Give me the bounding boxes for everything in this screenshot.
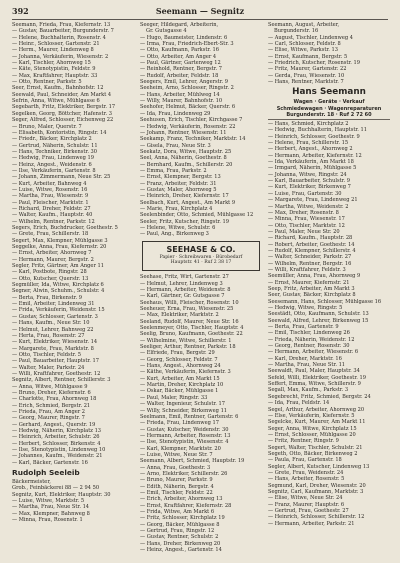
ad-title: SEEHASE & CO. xyxy=(166,244,236,254)
directory-entry: — Helene, Frau, Schillerstr. 15 xyxy=(268,140,349,147)
directory-entry: — Wilhelmine, Witwe, Schillerstr. 1 xyxy=(140,337,232,344)
directory-entry: — Grete, Frau, Weidenstr. 24 xyxy=(268,469,344,476)
directory-entry: — Helmut, Lehrer, Bahnweg 22 xyxy=(12,326,94,333)
directory-entry: Seestädt, Otto, Kaufmann, Schulstr. 13 xyxy=(268,311,369,318)
directory-entry: — Johann, Rentner, Wiesenstr. 11 xyxy=(140,129,227,136)
directory-entry: — Hedwig, Verkäuferin, Rosenstr. 22 xyxy=(140,123,236,130)
directory-entry: — Hans, Dreher, Birkenweg 20 xyxy=(140,540,221,547)
directory-entry: — Marie, Frau, Kirchplatz 4 xyxy=(140,205,213,212)
directory-entry: Seehase, Fritz, Wirt, Gartenstr. 27 xyxy=(140,274,229,281)
directory-entry: — Kurt, Elektriker, Birkenweg 7 xyxy=(268,184,351,191)
directory-entry: — Hedwig, Näherin, Kirchplatz 13 xyxy=(12,428,102,434)
directory-entry: Seeheuer, Erna, Frau, Wiesenstr. 25 xyxy=(140,306,234,312)
directory-entry: — Paul, Maler, Ringstr. 33 xyxy=(140,394,208,401)
directory-entry: — Otto, Tischler, Marktstr. 12 xyxy=(268,222,345,229)
directory-entry: — Elise, Witwe, Neue Str. 24 xyxy=(268,495,343,502)
directory-entry: — Carl, Schlosser, Feldstr. 8 xyxy=(268,41,341,48)
directory-entry: Segnitz, Kurt, Elektriker, Hauptstr. 30 xyxy=(12,491,111,498)
directory-entry: Seewald, Paul, Schneider, Am Markt 4 xyxy=(12,91,112,98)
directory-entry: Seel, Anna, Näherin, Goethestr. 8 xyxy=(140,155,227,162)
directory-entry: — Gustav, Bauarbeiter, Burgunderstr. 7 xyxy=(12,28,114,35)
directory-entry: — Elise, Witwe, Parkstr. 13 xyxy=(268,47,339,54)
directory-entry: — Oskar, Bäcker, Mühlgasse 1 xyxy=(140,388,219,395)
directory-entry: — Martin, Dreher, Kirchplatz 10 xyxy=(140,382,224,389)
directory-entry: — Bruno, Maler, Querstr. 7 xyxy=(12,123,82,130)
directory-entry: — Hans, Angest., Ahornweg 24 xyxy=(140,363,221,370)
directory-entry: — Johann, Zimmermann, Neue Str. 25 xyxy=(12,174,111,181)
directory-entry: Seffert, Emma, Witwe, Schillerstr. 9 xyxy=(268,381,361,388)
directory-entry: Seelmann, Emil, Rentner, Gartenstr. 6 xyxy=(140,413,239,420)
directory-entry: Seer, Gustav, Bäcker, Kirchplatz 8 xyxy=(268,292,356,299)
section-heading: Rudolph Seeleib xyxy=(12,468,80,478)
directory-entry: — August, Tischler, Lindenweg 4 xyxy=(268,34,353,41)
column-2 xyxy=(140,22,262,554)
directory-entry: Segmund, Karl, Dreher, Wiesenstr. 20 xyxy=(268,482,366,489)
directory-entry: Seger, Alfred, Schlosser, Eichenweg 22 xyxy=(12,117,114,124)
directory-entry: Segelken, Georg, Böttcher, Hafenstr. 3 xyxy=(12,110,112,117)
directory-entry: — Hermann, Arbeiter, Parkstr. 21 xyxy=(268,520,355,527)
directory-entry: Segelcke, Kurt, Maurer, Am Markt 11 xyxy=(268,419,366,426)
directory-entry: — Hermann, Arbeiter, Wiesenstr. 6 xyxy=(268,349,359,356)
directory-entry: Segert, Walter, Tischler, Schulstr. 21 xyxy=(268,444,363,451)
directory-entry: — Karl, Dreher, Marktstr. 16 xyxy=(268,355,342,362)
directory-entry: — Luise, Frau, Gartenstr. 30 xyxy=(268,190,342,197)
directory-entry: — Georg, Maurer, Ringstr. 7 xyxy=(12,415,85,422)
directory-entry: — Ernst, Schlosser, Mühlgasse 20 xyxy=(268,431,356,438)
directory-entry: Seemann, August, Arbeiter, xyxy=(268,22,340,28)
directory-entry: — Gertrud, Näherin, Schulstr. 11 xyxy=(12,142,98,149)
directory-entry: — Martha, Witwe, Weidenstr. 2 xyxy=(268,203,349,210)
directory-entry: — Kurt, Elektriker, Wiesenstr. 14 xyxy=(12,339,98,346)
directory-entry: Segeth, Otto, Bäcker, Birkenweg 2 xyxy=(268,450,358,457)
directory-entry: — Otto, Arbeiter, Am Anger 4 xyxy=(140,53,217,60)
directory-entry: — Charlotte, Frau, Ahornweg 18 xyxy=(12,396,97,403)
directory-entry: — Hedwig, Witwe, Ringstr. 5 xyxy=(268,305,343,312)
directory-entry: — Heinrich, Schlosser, Schillerstr. 12 xyxy=(268,514,365,521)
directory-entry: Segnitz, Carl, Kaufmann, Marktstr. 3 xyxy=(268,488,364,495)
column-3 xyxy=(268,22,390,554)
directory-entry: Seeliger, Arthur, Rentner, Parkstr. 18 xyxy=(140,344,236,351)
directory-entry: — Bernhard, Kaufm., Schillerstr. 20 xyxy=(140,161,233,168)
directory-entry: Seemann, Frieda, Frau, Kiefernstr. 13 xyxy=(12,22,111,28)
directory-entry: — Otto, Kutscher, Querstr. 13 xyxy=(12,275,89,282)
directory-entry: — Max, Klempner, Bahnweg 8 xyxy=(12,510,90,517)
directory-entry: — Kurt, Arbeiter, Am Markt 15 xyxy=(140,375,220,382)
directory-entry: — Paul, Fleischer, Marktstr. 1 xyxy=(12,199,89,206)
directory-entry: — Gustav, Kutscher, Weidenstr. 30 xyxy=(140,426,229,433)
directory-entry: — Hans, Schmied, Kirchplatz 2 xyxy=(268,121,349,128)
directory-entry: — Gertrud, Frau, Goethestr. 27 xyxy=(268,508,349,515)
directory-entry: — Ida, Verkäuferin, Am Markt 18 xyxy=(268,159,354,166)
ad-note: Schmiedewagen · Wagenreparaturen xyxy=(276,105,382,112)
directory-entry: Segebarth, Fritz, Elektriker, Bergstr. 17 xyxy=(12,104,116,111)
entry-continuation: Burgunderstr. 16 xyxy=(274,28,319,35)
directory-entry: Bäckermeister, xyxy=(12,479,51,486)
directory-entry: — Berta, Frau, Gartenstr. 9 xyxy=(268,324,339,331)
directory-entry: Seger, Anna, Witwe, Kirchplatz 15 xyxy=(268,425,357,432)
directory-entry: — Heinr., Schlosser, Gartenstr. 21 xyxy=(12,41,100,48)
directory-entry: Seggelke, Anna, Frau, Kiefernstr. 20 xyxy=(12,244,107,251)
directory-entry: — Gustav, Maler, Ahornweg 5 xyxy=(140,186,217,193)
directory-entry: — Frida, Witwe, Am Markt 6 xyxy=(140,509,215,515)
directory-entry: Seekatz, Dora, Witwe, Hauptstr. 25 xyxy=(140,148,232,155)
directory-entry: — Luise, Witwe, Marktstr. 5 xyxy=(12,498,85,505)
directory-entry: — Heinrich, Schlosser, Goethestr. 9 xyxy=(268,133,360,140)
directory-entry: — Karl, Klempner, Marktstr. 20 xyxy=(140,445,221,452)
directory-entry: — Heinrich, Dreher, Kiefernstr. 17 xyxy=(140,193,229,200)
page-header xyxy=(12,6,388,18)
directory-entry: — Herta, Frau, Rosenstr. 27 xyxy=(12,332,85,339)
directory-entry: — Karl, Postbote, Ringstr. 28 xyxy=(12,269,87,276)
directory-entry: Seep, Fritz, Arbeiter, Am Markt 3 xyxy=(268,285,355,292)
directory-entry: — Wilhelm, Rentner, Parkstr. 12 xyxy=(12,218,95,225)
directory-entry: — Bruno, Dreher, Kiefernstr. 6 xyxy=(12,389,91,396)
directory-entry: — Edith, Näherin, Bergstr. 4 xyxy=(140,483,214,490)
directory-entry: — Gustav, Rentner, Schulstr. 2 xyxy=(140,534,219,541)
directory-entry: Segel, Arthur, Arbeiter, Ahornweg 20 xyxy=(268,406,365,413)
directory-entry: — Ida, Frau, Lindenweg 29 xyxy=(140,110,211,117)
directory-entry: — Hermann, Maurer, Bergstr. 2 xyxy=(12,256,94,263)
directory-entry: — Erich, Schmied, Bergstr. 21 xyxy=(12,402,91,409)
directory-entry: — Gertrud, Frau, Ringstr. 12 xyxy=(140,528,215,535)
directory-entry: — Heinrich, Arbeiter, Schulstr. 26 xyxy=(12,434,100,441)
directory-entry: — Karl, Bauarbeiter, Schulstr. 9 xyxy=(268,178,351,185)
directory-entry: — Johannes, Kaufm., Weidenstr. 21 xyxy=(12,453,103,460)
directory-entry: — Hans, Rentner, Marktstr. 7 xyxy=(268,79,344,86)
directory-entry: Seeheim, Arno, Schlosser, Ringstr. 2 xyxy=(140,85,234,92)
directory-entry: Segers, Erich, Buchdrucker, Goethestr. 5 xyxy=(12,225,118,231)
running-title: Seemann — Segnitz xyxy=(155,6,245,16)
directory-entry: — Berta, Frau, Birkenstr. 9 xyxy=(12,294,82,301)
directory-entry: — Ernst, Kaufmann, Bergstr. 5 xyxy=(268,53,348,60)
section-heading: Hans Seemann xyxy=(292,87,366,98)
directory-entry: Seemüller, Anna, Frau, Ahornweg 9 xyxy=(268,273,361,280)
directory-entry: — Willy, Maurer, Bahnhofstr. 10 xyxy=(140,98,223,105)
directory-entry: — Walter, Schneider, Parkstr. 27 xyxy=(268,254,352,261)
directory-entry: — Ernst, Arbeiter, Ahornweg 7 xyxy=(12,250,92,257)
directory-entry: Seehusen, Erich, Tischler, Kirchgasse 7 xyxy=(140,117,243,124)
directory-entry: Segebrecht, Fritz, Schmied, Bergstr. 24 xyxy=(268,393,371,400)
directory-entry: — Else, Verkäuferin, Kiefernstr. 5 xyxy=(268,412,355,419)
directory-entry: — Ernst, Klempner, Bergstr. 13 xyxy=(140,174,221,181)
directory-entry: — Hans, Kaufm., Neue Str. 10 xyxy=(12,320,90,327)
directory-entry: — Fritz, Maurer, Gartenstr. 22 xyxy=(268,66,347,73)
directory-entry: — Käthe, Verkäuferin, Kiefernstr. 3 xyxy=(140,369,231,376)
directory-entry: — Anna, Frau, Goethestr. 3 xyxy=(140,464,211,471)
directory-entry: — Karl, Gärtner, Gr. Gutsgasse 7 xyxy=(140,293,225,300)
directory-entry: — Paula, Frau, Gartenstr. 18 xyxy=(268,457,342,464)
directory-entry: Segall, Max, Kaufm., Parkstr. 3 xyxy=(268,387,349,394)
directory-entry: — Hans, Arbeiter, Mühlweg 14 xyxy=(140,91,220,98)
directory-entry: — Willi, Kraftfahrer, Feldstr. 3 xyxy=(268,266,346,273)
directory-entry: — Margarete, Frau, Lindenweg 21 xyxy=(268,197,358,204)
directory-entry: — Anna, Witwe, Mühlgasse 9 xyxy=(12,383,88,390)
directory-entry: — Emil, Tischler, Feldstr. 22 xyxy=(140,489,213,496)
directory-entry: Seehaus, Willi, Fleischer, Rosenstr. 10 xyxy=(140,299,239,306)
directory-entry: — Paul, Gärtner, Gartenweg 12 xyxy=(140,60,221,67)
directory-entry: — Willy, Schneider, Birkenweg 11 xyxy=(140,407,228,414)
directory-entry: — Ilse, Stenotypistin, Wiesenstr. 4 xyxy=(140,439,229,446)
directory-entry: Sefeld, Willi, Elektriker, Goethestr. 19 xyxy=(268,374,366,381)
directory-entry: — Minna, Frau, Wiesenstr. 17 xyxy=(268,216,345,223)
directory-entry: — Helene, Buchhalterin, Rosenstr. 4 xyxy=(12,34,106,41)
directory-entry: — Hedwig, Frau, Lindenweg 19 xyxy=(12,155,95,162)
directory-entry: — Ilse, Verkäuferin, Gartenstr. 8 xyxy=(12,167,96,174)
directory-entry: Seeland, Rudolf, Maurer, Neue Str. 16 xyxy=(140,318,239,325)
directory-entry: — Hans, Arbeiter, Rosenstr. 5 xyxy=(268,476,345,483)
directory-entry: — Franz, Maurer, Hauptstr. 6 xyxy=(268,501,345,508)
ad-note: Wagen · Geräte · Verkauf xyxy=(293,99,365,106)
directory-entry: — Kurt, Arbeiter, Bahnweg 4 xyxy=(12,180,87,187)
directory-entry: — Richard, Dreher, Feldstr. 27 xyxy=(12,205,91,212)
directory-entry: — Bruno, Maurer, Parkstr. 9 xyxy=(140,477,213,484)
directory-entry: — Irmgard, Näherin, Mühlgasse 5 xyxy=(268,165,357,172)
ad-subtitle: Papier · Schreibwaren · Bürobedarf xyxy=(159,254,243,260)
directory-entry: — Max, Kraftfahrer, Hauptstr. 33 xyxy=(12,72,98,79)
directory-entry: — Georg, Bäcker, Mühlgasse 8 xyxy=(140,521,220,528)
directory-entry: — Emma, Frau, Parkstr. 2 xyxy=(140,167,207,174)
directory-entry: Seelig, Bruno, Kaufmann, Goethestr. 22 xyxy=(140,331,243,338)
directory-entry: — Elfriede, Frau, Bergstr. 29 xyxy=(140,350,215,357)
directory-entry: Seeger, Hildegard, Arbeiterin, xyxy=(140,22,219,28)
directory-entry: — Robert, Arbeiter, Goethestr. 14 xyxy=(268,241,355,248)
directory-entry: — Herm., Maurer, Lindenweg 8 xyxy=(12,47,94,54)
directory-entry: — Karl, Bäcker, Gartenstr. 16 xyxy=(12,459,88,466)
directory-entry: — Hans, Techniker, Birkenstr. 30 xyxy=(12,148,98,155)
directory-entry: — Frieda, Näherin, Weidenstr. 12 xyxy=(268,336,355,343)
ad-subtitle: Hauptstr. 41 · Ruf 2 38 17 xyxy=(170,260,232,266)
directory-entry: — Karl, Tischler, Ahornweg 15 xyxy=(12,60,91,67)
directory-entry: — Martha, Frau, Neue Str. 11 xyxy=(268,362,346,369)
directory-entry: Grob., Feinbäckerei 88 — 2 94 50 xyxy=(12,485,100,492)
directory-entry: — Reinhold, Rentner, Bergstr. 7 xyxy=(140,66,223,73)
page-number: 392 xyxy=(12,6,29,16)
directory-entry: — Georg, Schlosser, Feldstr. 7 xyxy=(140,356,218,363)
directory-entry: — Hermann, Arbeiter, Weidenstr. 8 xyxy=(140,286,231,293)
directory-entry: — Gustav, Schlosser, Gartenstr. 3 xyxy=(12,313,98,320)
directory-entry: Seelbach, Kurt, Angest., Am Markt 9 xyxy=(140,199,236,206)
directory-entry: — Otto, Tischler, Feldstr. 5 xyxy=(12,351,81,358)
directory-entry: — Paul, Bauarbeiter, Hauptstr. 17 xyxy=(12,358,100,365)
directory-entry: — Georg, Rentner, Rosenstr. 30 xyxy=(268,343,350,350)
directory-entry: Segner, Alwin, Schuhm., Schulstr. 4 xyxy=(12,288,105,295)
directory-entry: Seewaldt, Paul, Maler, Hauptstr. 34 xyxy=(268,368,360,375)
directory-entry: Segler, Albert, Kutscher, Lindenweg 13 xyxy=(268,463,370,470)
directory-entry: Seekamp, Franz, Techniker, Marktstr. 14 xyxy=(140,136,246,143)
directory-entry: — Grete, Frau, Schillerstr. 18 xyxy=(12,231,89,238)
directory-entry: — Richard, Kaufm., Hauptstr. 28 xyxy=(268,235,353,242)
entry-continuation: Gr. Gutsgasse 4 xyxy=(146,28,187,35)
directory-entry: — Paul, Ang., Birkenweg 3 xyxy=(140,231,209,238)
directory-entry: Seegers, Emil, Lehrer, Angerstr. 9 xyxy=(140,79,229,86)
directory-entry: — Friedrich, Kutscher, Rosenstr. 19 xyxy=(268,60,360,67)
directory-entry: — Fritz, Rentner, Ringstr. 9 xyxy=(268,438,339,445)
directory-entry: — Friedr., Bäcker, Kirchplatz 2 xyxy=(12,136,92,143)
directory-entry: — Franz, Arbeiter, Feldstr. 31 xyxy=(140,180,217,187)
directory-entry: — Heinz, Angest., Gartenstr. 14 xyxy=(140,547,222,554)
directory-entry: — Irma, Frau, Friedrich-Ebert-Str. 3 xyxy=(140,41,234,48)
directory-entry: — Frida, Verkäuferin, Weidenstr. 15 xyxy=(12,307,105,314)
directory-entry: Segert, Max, Klempner, Mühlgasse 3 xyxy=(12,237,108,244)
directory-entry: — Ida, Frau, Feldstr. 14 xyxy=(268,400,330,407)
directory-entry: — Emil, Tischler, Lindenweg 26 xyxy=(268,330,350,337)
directory-entry: — Ernst, Maurer, Kiefernstr. 21 xyxy=(268,279,350,286)
directory-entry: Seehofer, Helmut, Bäcker, Querstr. 6 xyxy=(140,104,236,111)
advertisement-box xyxy=(142,241,260,272)
directory-entry: Seeler, Fritz, Kutscher, Ringstr. 19 xyxy=(140,218,229,225)
ad-note: Burgunderstr. 18 · Ruf 2 72 60 xyxy=(286,111,372,118)
directory-entry: — Otto, Rentner, Parkstr. 5 xyxy=(12,79,82,86)
directory-entry: Seemann, Albert, Schmied, Hauptstr. 19 xyxy=(140,458,245,465)
directory-entry: — Hermann, Arbeiter, Kiefernstr. 12 xyxy=(268,152,362,159)
directory-entry: — Helmut, Lehrer, Lindenweg 3 xyxy=(140,280,223,287)
divider-rule xyxy=(268,119,390,120)
directory-entry: — Arno, Elektriker, Schillerstr. 26 xyxy=(140,470,228,477)
directory-entry: — Frieda, Frau, Am Anger 2 xyxy=(12,408,86,415)
directory-entry: — Herbert, Schlosser, Birkenstr. 4 xyxy=(12,440,101,447)
directory-entry: — Max, Elektriker, Marktstr. 2 xyxy=(140,312,219,319)
directory-entry: Seelenmeyer, Otto, Tischler, Hauptstr. 4 xyxy=(140,325,244,332)
directory-entry: — Martha, Frau, Neue Str. 14 xyxy=(12,504,90,511)
directory-entry: — Paul, Maler, Neue Str. 20 xyxy=(268,228,340,235)
directory-entry: — Helene, Witwe, Schulstr. 6 xyxy=(140,225,216,231)
directory-entry: — Walter, Kaufm., Hauptstr. 40 xyxy=(12,212,93,219)
directory-entry: Segmüller, Ida, Witwe, Kirchplatz 6 xyxy=(12,282,104,289)
directory-entry: — Herbert, Angest., Ahornweg 2 xyxy=(268,146,353,153)
directory-entry: — Frieda, Frau, Lindenweg 17 xyxy=(140,420,219,427)
directory-entry: — Otto, Kaufmann, Parkstr. 16 xyxy=(140,47,219,54)
column-1 xyxy=(12,22,134,554)
directory-entry: — Käte, Stenotypistin, Feldstr. 9 xyxy=(12,66,96,73)
directory-entry: — Ilse, Stenotypistin, Lindenweg 10 xyxy=(12,447,106,454)
directory-entry: — Emil, Arbeiter, Lindenweg 31 xyxy=(12,301,95,308)
directory-entry: Seer, Ernst, Kaufm., Bahnhofstr. 12 xyxy=(12,85,104,92)
directory-entry: — Gerda, Frau, Wiesenstr. 10 xyxy=(268,72,345,79)
directory-entry: — Hugo, Baumeister, Lindenstr. 6 xyxy=(140,34,228,41)
directory-entry: — Rudolf, Klempner, Schillerstr. 4 xyxy=(268,247,356,254)
directory-entry: Seewald, Alfred, Lehrer, Birkenweg 15 xyxy=(268,317,369,324)
directory-entry: — Martha, Frau, Wiesenstr. 9 xyxy=(12,193,89,200)
directory-entry: — Erich, Arbeiter, Ahornweg 13 xyxy=(140,496,223,503)
directory-entry: — Gerhard, Angest., Querstr. 19 xyxy=(12,421,96,428)
directory-entry: — Walter, Maler, Parkstr. 24 xyxy=(12,364,85,371)
directory-entry: — Elisabeth, Kontoristin, Ringstr. 14 xyxy=(12,129,107,136)
directory-entry: — Rudolf, Arbeiter, Feldstr. 18 xyxy=(140,72,219,79)
directory-entry: — Walter, Ingenieur, Schulstr. 17 xyxy=(140,401,226,408)
directory-entry: — Ernst, Kraftfahrer, Kiefernstr. 28 xyxy=(140,502,232,509)
directory-entry: Segnitz, Albert, Rentner, Schillerstr. 3 xyxy=(12,377,111,384)
directory-entry: — Minna, Frau, Rosenstr. 1 xyxy=(12,517,83,524)
directory-entry: — Margarete, Frau, Marktstr. 8 xyxy=(12,345,94,352)
directory-entry: — Willi, Kraftfahrer, Goethestr. 12 xyxy=(12,370,101,377)
directory-entry: — Hermann, Arbeiter, Rosenstr. 13 xyxy=(140,432,231,439)
directory-entry: — Gisela, Frau, Neue Str. 3 xyxy=(140,142,211,149)
directory-entry: Seelenbinder, Otto, Schmied, Mühlgasse 12 xyxy=(140,212,254,219)
directory-entry: — Johanna, Verkäuferin, Wiesenstr. 2 xyxy=(12,53,109,60)
directory-entry: — Wilhelm, Rentner, Bergstr. 16 xyxy=(268,260,352,267)
directory-entry: Sefrin, Anna, Witwe, Mühlgasse 6 xyxy=(12,98,100,105)
directory-entry: — Heinz, Angest., Weidenstr. 6 xyxy=(12,161,92,168)
directory-entry: — Fritz, Schlosser, Kirchplatz 19 xyxy=(140,515,225,522)
directory-entry: — Max, Dreher, Rosenstr. 8 xyxy=(268,209,339,216)
directory-entry: — Luise, Witwe, Neue Str. 7 xyxy=(140,451,213,458)
directory-entry: Segler, Fritz, Gärtner, Am Anger 11 xyxy=(12,263,104,270)
directory-entry: — Luise, Witwe, Rosenstr. 16 xyxy=(12,186,88,193)
directory-entry: — Hedwig, Buchhalterin, Hauptstr. 11 xyxy=(268,127,367,134)
directory-entry: — Johanna, Witwe, Ringstr. 24 xyxy=(268,171,347,178)
header-rule xyxy=(12,19,388,20)
directory-entry: Seesemann, Hans, Schlosser, Mühlgasse 16 xyxy=(268,298,382,305)
